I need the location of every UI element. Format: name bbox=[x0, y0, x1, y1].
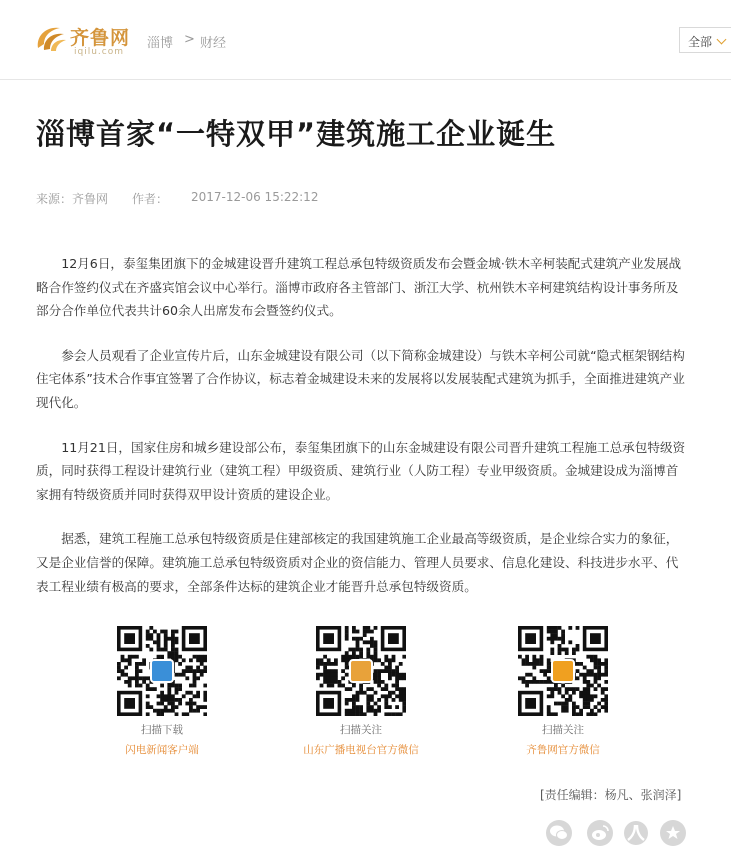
weibo-share-button[interactable] bbox=[587, 820, 613, 846]
chevron-down-icon bbox=[717, 35, 727, 45]
logo-swirl-icon bbox=[34, 22, 68, 54]
qr-code-iqilu-wechat bbox=[498, 626, 628, 757]
qr-caption: 扫描下载 bbox=[141, 724, 183, 736]
breadcrumb-zibo[interactable]: 淄博 bbox=[147, 36, 174, 51]
article-time: 2017-12-06 15:22:12 bbox=[191, 190, 319, 204]
lightning-app-icon bbox=[150, 659, 174, 683]
wechat-share-button[interactable] bbox=[546, 820, 572, 846]
article-paragraph: 据悉，建筑工程施工总承包特级资质是住建部核定的我国建筑施工企业最高等级资质，是企业综合实力的象征，又是企业信誉的保障。建筑施工总承包特级资质对企业的资信能力、管理人员要求、信息化建设、科技进步水平、代表工程业绩有极高的要求，全部条件达标的建筑企业才能晋升总承包特级资质。 bbox=[36, 531, 679, 594]
article-title: 淄博首家“一特双甲”建筑施工企业诞生 bbox=[36, 117, 557, 151]
article-paragraph: 12月6日，泰玺集团旗下的金城建设晋升建筑工程总承包特级资质发布会暨金城·铁木辛柯装配式建筑产业发展战略合作签约仪式在齐盛宾馆会议中心举行。淄博市政府各主管部门、浙江大学、杭州铁木辛柯建筑结构设计事务所及部分合作单位代表共计60余人出席发布会暨签约仪式。 bbox=[36, 256, 682, 319]
qzone-share-button[interactable] bbox=[660, 820, 686, 846]
article-author-label: 作者： bbox=[132, 192, 169, 206]
wechat-icon bbox=[546, 820, 572, 846]
qr-code-shandian-app bbox=[97, 626, 227, 757]
logo-text: 齐鲁网 bbox=[70, 27, 131, 49]
qzone-icon bbox=[660, 820, 686, 846]
qr-caption: 扫描关注 bbox=[542, 724, 584, 736]
iqilu-logo-icon bbox=[551, 659, 575, 683]
article-paragraph: 11月21日，国家住房和城乡建设部公布，泰玺集团旗下的山东金城建设有限公司晋升建筑工程施工总承包特级资质，同时获得工程设计建筑行业（建筑工程）甲级资质、建筑行业（人防工程）专业甲级资质。金城建设成为淄博首家拥有特级资质并同时获得双甲设计资质的建设企业。 bbox=[36, 439, 686, 502]
site-logo[interactable] bbox=[34, 20, 134, 60]
search-scope-select[interactable] bbox=[679, 27, 731, 53]
qr-code-image bbox=[117, 626, 207, 716]
qr-label[interactable]: 闪电新闻客户端 bbox=[125, 744, 199, 756]
site-header bbox=[0, 0, 731, 80]
breadcrumb-separator: > bbox=[184, 32, 195, 47]
weibo-icon bbox=[587, 820, 613, 846]
article-source: 来源：齐鲁网 bbox=[36, 192, 109, 206]
sdtv-logo-icon bbox=[349, 659, 373, 683]
breadcrumb-finance[interactable]: 财经 bbox=[200, 36, 227, 51]
article-body bbox=[36, 252, 686, 619]
renren-icon bbox=[623, 820, 649, 846]
qr-code-image bbox=[518, 626, 608, 716]
qr-caption: 扫描关注 bbox=[340, 724, 382, 736]
article-paragraph: 参会人员观看了企业宣传片后，山东金城建设有限公司（以下简称金城建设）与铁木辛柯公司就“隐式框架钢结构住宅体系”技术合作事宜签署了合作协议，标志着金城建设未来的发展将以发展装配式建筑为抓手，全面推进建筑产业现代化。 bbox=[36, 347, 685, 410]
logo-domain: iqilu.com bbox=[74, 47, 125, 57]
search-scope-label: 全部 bbox=[688, 35, 713, 49]
qr-code-image bbox=[316, 626, 406, 716]
responsible-editor: [责任编辑：杨凡、张润泽] bbox=[540, 788, 682, 802]
qr-label[interactable]: 山东广播电视台官方微信 bbox=[303, 744, 419, 756]
renren-share-button[interactable] bbox=[623, 820, 649, 846]
qr-code-sdtv-wechat bbox=[296, 626, 426, 757]
qr-label[interactable]: 齐鲁网官方微信 bbox=[526, 744, 600, 756]
